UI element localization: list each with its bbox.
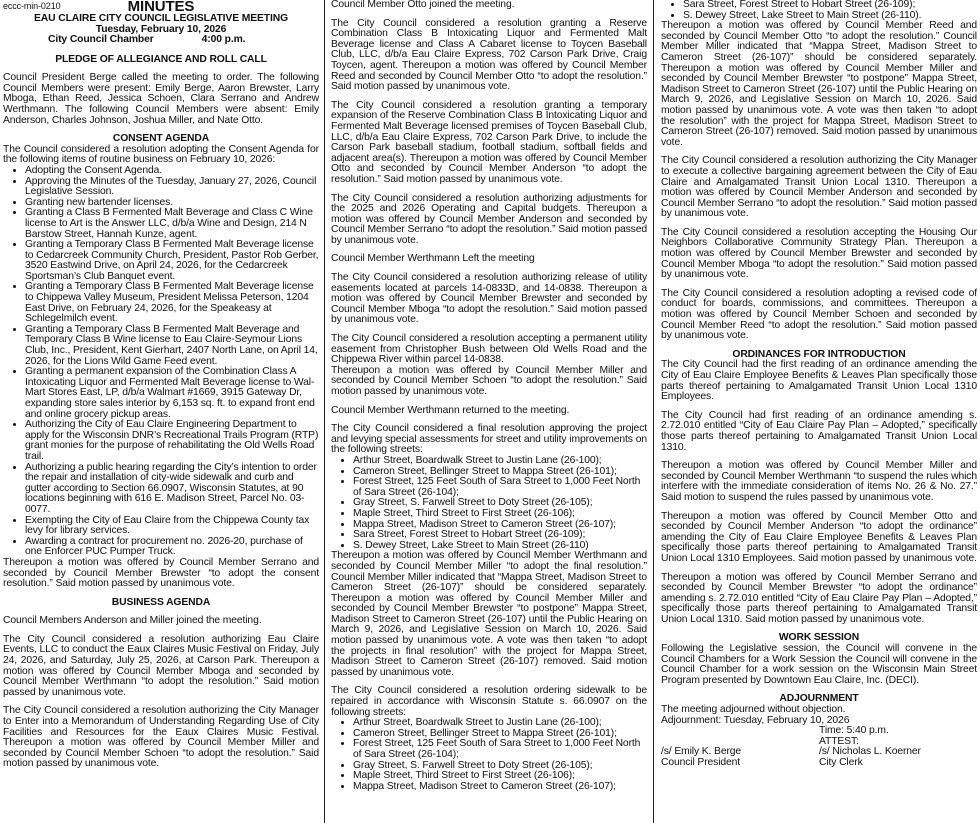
eaux-claires-resolution: The City Council considered a resolution authorizing Eau Claire Events, LLC to conduct the Eaux Claires Music Festival on Friday, July 24, 2026, and Saturday, July 25, 2026, at Carson Park. Thereupon a motion was offered by Council Member Mboga and seconded by Council Member Werthmann “to adopt the resolution.” Said motion passed by unanimous vote. — [3, 633, 319, 698]
bargaining-resolution: The City Council considered a resolution authorizing the City Manager to execute a collective bargaining agreement between the City of Eau Claire and Amalgamated Transit Union Local 1310. Thereupon a motion was offered by Council Member Anderson and seconded by Council Member Serrano “to adopt the resolution.” Said motion passed by unanimous vote. — [661, 155, 977, 220]
rollcall-text: Council President Berge called the meeting to order. The following Council Members were present: Emily Berge, Aaron Brewster, Larry Mboga, Ethan Reed, Jessica Schoen, Clara Serrano and Andrew Werthmann. The following Council Members were absent: Emily Anderson, Charles Johnson, Joshua Miller, and Nate Otto. — [3, 72, 319, 126]
list-item: • Authorizing a public hearing regarding the City’s intention to order the repair and installation of city-wide sidewalk and curb and gutter according to Section 66.0907, Wisconsin Statutes, at 90 locations beginning with 616 E. Madison Street, Parcel No. 03-0077. — [25, 463, 319, 516]
column-2 — [331, 0, 647, 823]
consent-motion: Thereupon a motion was offered by Council Member Serrano and seconded by Council Member Brewster “to adopt the consent resolution.” Said motion passed by unanimous vote. — [3, 556, 319, 590]
meeting-date: Tuesday, February 10, 2026 — [95, 24, 227, 35]
list-item: • S. Dewey Street, Lake Street to Main Street (26-110). — [683, 11, 977, 22]
housing-resolution: The City Council considered a resolution accepting the Housing Our Neighbors Collaborative Community Strategy Plan. Thereupon a motion was offered by Council Member Brewster and seconded by Council Member Mboga “to adopt the resolution.” Said motion passed by unanimous vote. — [661, 226, 977, 281]
list-item: • Awarding a contract for procurement no. 2026-20, purchase of one Enforcer PUC Pumper Truck. — [25, 537, 319, 558]
final-resolution-motion: Thereupon a motion was offered by Council Member Werthmann and seconded by Council Member Miller “to adopt the final resolution.” Council Member Miller indicated that “Mappa Street, Madison Street to Cameron Street (26-107)” should be considered separately. Thereupon a motion was offered by Council Member Miller and seconded by Council Member Brewster “to postpone” Mappa Street, Madison Street to Cameron Street (26-107) until the Public Hearing on March 9, 2026, and Legislative Session on March 10, 2026. Said motion passed by unanimous vote. A vote was then taken “to adopt the projects in final resolution” with the project for Mappa Street, Madison Street to Cameron Street (26-107) removed. Said motion passed by unanimous vote. — [331, 550, 647, 678]
attest-label: ATTEST: — [819, 735, 859, 747]
easement-release-resolution: The City Council considered a resolution authorizing release of utility easements located at parcels 14-0833D, and 14-0838. Thereupon a motion was offered by Council Member Brewster and seconded by Council Member Mboga “to adopt the resolution.” Said motion passed by unanimous vote. — [331, 272, 647, 326]
page-title: MINUTES — [127, 0, 195, 15]
list-item: • Adopting the Consent Agenda. — [25, 166, 319, 177]
list-item: • Granting a Class B Fermented Malt Beverage and Class C Wine license to Art is the Answer LLC, d/b/a Wine and Design, 214 N Barstow Street, Hannah Kunze, agent. — [25, 208, 319, 240]
ordinances-heading: ORDINANCES FOR INTRODUCTION — [732, 348, 906, 360]
pledge-heading: PLEDGE OF ALLEGIANCE AND ROLL CALL — [55, 53, 267, 65]
list-item: • Arthur Street, Boardwalk Street to Justin Lane (26-100); — [353, 718, 647, 729]
list-item: • Forest Street, 125 Feet South of Sara Street to 1,000 Feet North of Sara Street (26-104); — [353, 477, 647, 498]
list-item: • Granting new bartender licenses. — [25, 198, 319, 209]
ordinance-2-reading: The City Council had first reading of an ordinance amending s. 2.72.010 entitled “City of Eau Claire Pay Plan – Adopted,” specifically those parts thereof pertaining to Amalgamated Transit Union Local 1310. — [661, 409, 977, 453]
signature-title-row — [661, 758, 977, 769]
meeting-location-time — [3, 35, 319, 46]
final-resolution-streets — [331, 456, 647, 551]
list-item: • Granting a Temporary Class B Fermented Malt Beverage and Temporary Class B Wine license to Eau Claire-Seymour Lions Club, Inc., President, Kent Gierhart, 2407 North Lane, on April 14, 2026, for the Lions Wild Game Feed event. — [25, 325, 319, 367]
mou-resolution: The City Council considered a resolution authorizing the City Manager to Enter into a Memorandum of Understanding Regarding Use of City Facilities and Resources for the Eaux Claires Music Festival. Thereupon a motion was offered by Council Member Miller and seconded by Council Member Schoen “to adopt the resolution.” Said motion passed by unanimous vote. — [3, 705, 319, 770]
list-item: • Exempting the City of Eau Claire from the Chippewa County tax levy for library services. — [25, 516, 319, 537]
signature-left-name: /s/ Emily K. Berge — [661, 746, 742, 758]
column-1 — [3, 0, 319, 823]
meeting-time: 4:00 p.m. — [201, 34, 246, 45]
work-session-text: Following the Legislative session, the Council will convene in the Council Chambers for a Work Session the Council will convene in the Council Chamber for a work session on the Wisconsin Main Street Program presented by Downtown Eau Claire, Inc. (DECI). — [661, 643, 977, 686]
final-resolution-intro: The City Council considered a final resolution approving the project and levying special assessments for street and utility improvements on the following streets: — [331, 423, 647, 456]
list-item: • Maple Street, Third Street to First Street (26-106); — [353, 509, 647, 520]
business-heading: BUSINESS AGENDA — [111, 596, 211, 608]
list-item: • S. Dewey Street, Lake Street to Main Street (26-110) — [353, 541, 647, 552]
list-item: • Gray Street, S. Farwell Street to Doty Street (26-105); — [353, 498, 647, 509]
work-session-heading: WORK SESSION — [778, 632, 860, 644]
list-item: • Mappa Street, Madison Street to Cameron Street (26-107); — [353, 520, 647, 531]
reserve-license-resolution: The City Council considered a resolution granting a Reserve Combination Class B Intoxicating Liquor and Fermented Malt Beverage license and Class A Cabaret license to Toycen Baseball Club, LLC, d/b/a Eau Claire Express, 702 Carson Park Drive, Craig Toycen, agent. Thereupon a motion was offered by Council Member Reed and seconded by Council Member Otto “to adopt the resolution.” Said motion passed by unanimous vote. — [331, 17, 647, 93]
meeting-location: City Council Chamber — [48, 34, 154, 45]
consent-list — [3, 166, 319, 558]
werthmann-left: Council Member Werthmann Left the meeting — [331, 253, 535, 265]
list-item: • Maple Street, Third Street to First Street (26-106); — [353, 771, 647, 782]
otto-joined: Council Member Otto joined the meeting. — [331, 0, 515, 10]
column-3 — [661, 0, 977, 823]
list-item: • Arthur Street, Boardwalk Street to Justin Lane (26-100); — [353, 456, 647, 467]
ordinance-1-motion: Thereupon a motion was offered by Council Member Otto and seconded by Council Member Anderson “to adopt the ordinance” amending the City of Eau Claire Employee Benefits & Leaves Plan specifically those parts thereof pertaining to Amalgamated Transit Union Local 1310 Employees. Said motion passed by unanimous vote. — [661, 510, 977, 564]
list-item: • Granting a Temporary Class B Fermented Malt Beverage license to Cedarcreek Community Church, President, Pastor Rob Gerber, 3520 Eastwind Drive, on April 24, 2026, for the Cedarcreek Sportsman’s Club Banquet event. — [25, 240, 319, 282]
sidewalk-motion: Thereupon a motion was offered by Council Member Reed and seconded by Council Member Otto “to adopt the resolution.” Council Member Miller indicated that “Mappa Street, Madison Street to Cameron Street (26-107)” should be considered separately. Thereupon a motion was offered by Council Member Miller and seconded by Council Member Brewster “to postpone” Mappa Street, Madison Street to Cameron Street (26-107) until the Public Hearing on March 9, 2026, and Legislative Session on March 10, 2026. Said motion passed by unanimous vote. A vote was then taken “to adopt the resolution” with the project for Mappa Street, Madison Street to Cameron Street (26-107) removed. Said motion passed by unanimous vote. — [661, 20, 977, 148]
permanent-easement-resolution: The City Council considered a resolution accepting a permanent utility easement from Christopher Bush between Old Wells Road and the Chippewa River within parcel 14-0838. — [331, 333, 647, 366]
ordinance-1-reading: The City Council had the first reading of an ordinance amending the City of Eau Claire Employee Benefits & Leaves Plan specifically those parts thereof pertaining to Amalgamated Transit Union Local 1310 Employees. — [661, 359, 977, 403]
column-rule-1 — [324, 0, 325, 823]
members-joined: Council Members Anderson and Miller joined the meeting. — [3, 615, 262, 627]
sidewalk-intro: The City Council considered a resolution ordering sidewalk to be repaired in accordance with Wisconsin Statute s. 66.0907 on the following streets: — [331, 685, 647, 718]
document-id: eccc-min-0210 — [3, 1, 61, 11]
signature-right-title: City Clerk — [819, 757, 863, 768]
list-item: • Approving the Minutes of the Tuesday, January 27, 2026, Council Legislative Session. — [25, 177, 319, 198]
list-item: • Forest Street, 125 Feet South of Sara Street to 1,000 Feet North of Sara Street (26-104); — [353, 739, 647, 760]
adjournment-time: Time: 5:40 p.m. — [819, 725, 889, 737]
signature-right-name: /s/ Nicholas L. Koerner — [819, 746, 921, 758]
sidewalk-streets-continued — [661, 0, 977, 21]
suspend-rules-motion: Thereupon a motion was offered by Council Member Miller and seconded by Council Member Werthmann “to suspend the rules which interfere with the immediate consideration of items No. 26 & No. 27.” Said motion to suspend the rules passed by unanimous vote. — [661, 460, 977, 503]
budget-resolution: The City Council considered a resolution authorizing adjustments for the 2025 and 2026 Operating and Capital budgets. Thereupon a motion was offered by Council Member Anderson and seconded by Council Member Serrano “to adopt the resolution.” Said motion passed by unanimous vote. — [331, 192, 647, 246]
list-item: • Cameron Street, Bellinger Street to Mappa Street (26-101); — [353, 467, 647, 478]
list-item: • Cameron Street, Bellinger Street to Mappa Street (26-101); — [353, 729, 647, 740]
adjourned-text: The meeting adjourned without objection. — [661, 704, 846, 716]
list-item: • Granting a Temporary Class B Fermented Malt Beverage license to Chippewa Valley Museum, President Melissa Peterson, 1204 East Drive, on February 24, 2026, for the Speakeasy at Schlegelmilch event. — [25, 282, 319, 324]
consent-intro: The Council considered a resolution adopting the Consent Agenda for the following items of routine business on February 10, 2026: — [3, 143, 319, 166]
list-item: • Mappa Street, Madison Street to Cameron Street (26-107); — [353, 782, 647, 793]
conduct-resolution: The City Council considered a resolution adopting a revised code of conduct for boards, commissions, and committees. Thereupon a motion was offered by Council Member Schoen and seconded by Council Member Reed “to adopt the resolution.” Said motion passed by unanimous vote. — [661, 287, 977, 342]
temporary-expansion-resolution: The City Council considered a resolution granting a temporary expansion of the Reserve Combination Class B Intoxicating Liquor and Fermented Malt Beverage licensed premises of Toycen Baseball Club, LLC, d/b/a Eau Claire Express, 702 Carson Park Drive, to include the Carson Park baseball stadium, football stadium, softball fields and adjacent area(s). Thereupon a motion was offered by Council Member Otto and seconded by Council Member Anderson “to adopt the resolution.” Said motion passed by unanimous vote. — [331, 99, 647, 185]
list-item: • Gray Street, S. Farwell Street to Doty Street (26-105); — [353, 761, 647, 772]
werthmann-returned: Council Member Werthmann returned to the meeting. — [331, 404, 570, 416]
list-item: • Sara Street, Forest Street to Hobart Street (26-109); — [353, 530, 647, 541]
adjournment-heading: ADJOURNMENT — [779, 693, 859, 705]
sidewalk-streets — [331, 718, 647, 792]
adjournment-date: Adjournment: Tuesday, February 10, 2026 — [661, 714, 850, 726]
list-item: • Granting a permanent expansion of the Combination Class A Intoxicating Liquor and Fermented Malt Beverage license to Wal-Mart Stores East, LP, d/b/a Walmart #1669, 3915 Gateway Dr, expanding store sales interior by 6,153 sq. ft. to expand front end and online grocery pickup areas. — [25, 367, 319, 420]
ordinance-2-motion: Thereupon a motion was offered by Council Member Serrano and seconded by Council Member Brewster “to adopt the ordinance” amending s. 2.72.010 entitled “City of Eau Claire Pay Plan – Adopted,” specifically those parts thereof pertaining to Amalgamated Transit Union Local 1310. Said motion passed by unanimous vote. — [661, 571, 977, 625]
signature-left-title: Council President — [661, 757, 741, 768]
list-item: • Authorizing the City of Eau Claire Engineering Department to apply for the Wisconsin DNR’s Recreational Trails Program (RTP) grant monies for the purpose of rehabilitating the Old Wells Road trail. — [25, 420, 319, 462]
permanent-easement-motion: Thereupon a motion was offered by Council Member Miller and seconded by Council Member Schoen “to adopt the resolution.” Said motion passed by unanimous vote. — [331, 364, 647, 397]
column-rule-2 — [653, 0, 654, 823]
meeting-name: EAU CLAIRE CITY COUNCIL LEGISLATIVE MEETING — [33, 13, 289, 24]
list-item: • Sara Street, Forest Street to Hobart Street (26-109); — [683, 0, 977, 11]
consent-heading: CONSENT AGENDA — [112, 133, 210, 145]
